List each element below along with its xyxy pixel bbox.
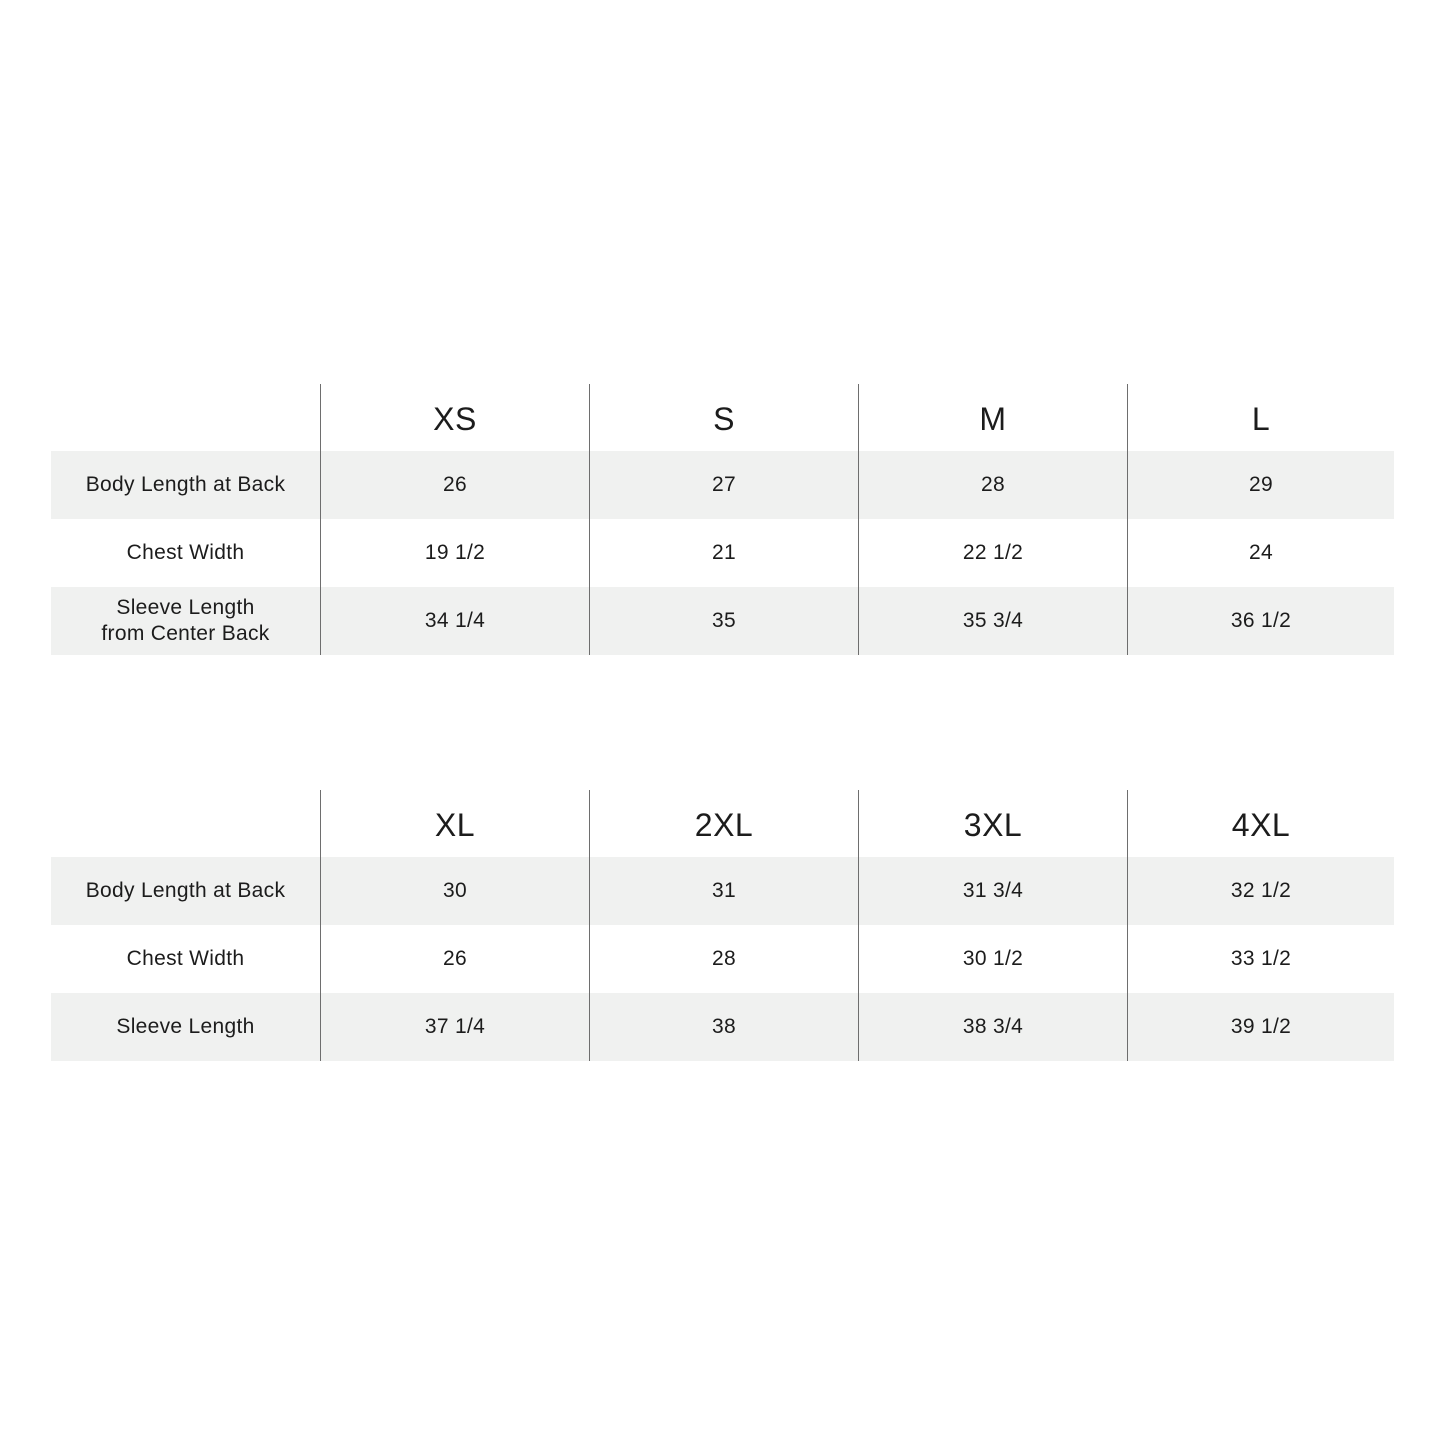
table-header-row [51, 790, 1394, 857]
size-chart-table-1 [51, 384, 1394, 655]
table-cell: 26 [320, 451, 589, 519]
row-label-chest-width [51, 519, 320, 587]
row-label-line: Sleeve Length [116, 1015, 255, 1038]
table-cell: 35 [589, 587, 858, 655]
size-header-4xl: 4XL [1127, 790, 1394, 857]
size-header-l: L [1127, 384, 1394, 451]
row-label-line: Chest Width [126, 947, 245, 970]
row-label-body-length [51, 857, 320, 925]
table-cell: 30 [320, 857, 589, 925]
row-label-line: from Center Back [101, 622, 270, 645]
row-label-line: Body Length at Back [85, 473, 286, 496]
table-cell: 30 1/2 [858, 925, 1127, 993]
size-header-xs: XS [320, 384, 589, 451]
row-label-sleeve-length [51, 587, 320, 655]
table-cell: 21 [589, 519, 858, 587]
table-row [51, 451, 1394, 519]
header-corner-cell [51, 384, 320, 451]
table-cell: 33 1/2 [1127, 925, 1394, 993]
row-label-line: Chest Width [126, 541, 245, 564]
table-row [51, 857, 1394, 925]
size-header-m: M [858, 384, 1127, 451]
table-cell: 39 1/2 [1127, 993, 1394, 1061]
table-cell: 22 1/2 [858, 519, 1127, 587]
table-row [51, 587, 1394, 655]
size-header-xl: XL [320, 790, 589, 857]
header-corner-cell [51, 790, 320, 857]
table-cell: 34 1/4 [320, 587, 589, 655]
table-cell: 27 [589, 451, 858, 519]
table-cell: 29 [1127, 451, 1394, 519]
row-label-chest-width [51, 925, 320, 993]
table-cell: 24 [1127, 519, 1394, 587]
table-cell: 26 [320, 925, 589, 993]
table-cell: 35 3/4 [858, 587, 1127, 655]
table-cell: 28 [858, 451, 1127, 519]
row-label-body-length [51, 451, 320, 519]
table-cell: 36 1/2 [1127, 587, 1394, 655]
table-cell: 31 [589, 857, 858, 925]
table-cell: 19 1/2 [320, 519, 589, 587]
table-cell: 37 1/4 [320, 993, 589, 1061]
table-row [51, 925, 1394, 993]
size-chart-table-2 [51, 790, 1394, 1061]
table-cell: 38 3/4 [858, 993, 1127, 1061]
table-cell: 31 3/4 [858, 857, 1127, 925]
table-cell: 32 1/2 [1127, 857, 1394, 925]
table-cell: 28 [589, 925, 858, 993]
table-row [51, 993, 1394, 1061]
size-header-3xl: 3XL [858, 790, 1127, 857]
row-label-sleeve-length [51, 993, 320, 1061]
table-cell: 38 [589, 993, 858, 1061]
table-row [51, 519, 1394, 587]
table-header-row [51, 384, 1394, 451]
size-header-2xl: 2XL [589, 790, 858, 857]
row-label-line: Sleeve Length [116, 596, 255, 619]
size-header-s: S [589, 384, 858, 451]
row-label-line: Body Length at Back [85, 879, 286, 902]
